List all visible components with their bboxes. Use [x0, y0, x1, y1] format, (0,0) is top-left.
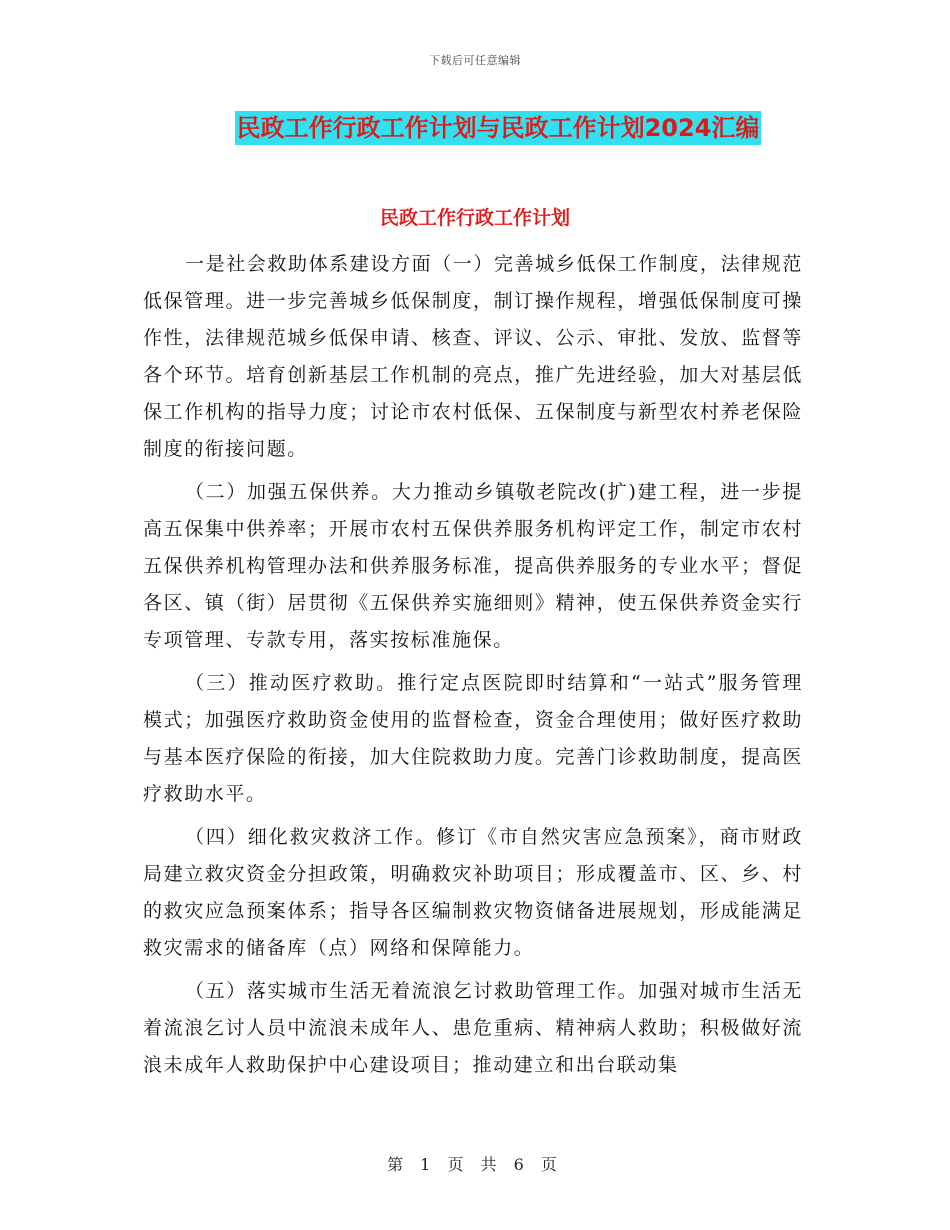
main-title-container — [0, 111, 950, 145]
section-title: 民政工作行政工作计划 — [379, 207, 570, 229]
page-indicator: 第 1 页 共 6 页 — [387, 1155, 563, 1174]
paragraph: （二）加强五保供养。大力推动乡镇敬老院改(扩)建工程，进一步提高五保集中供养率；开展市农村五保供养服务机构评定工作，制定市农村五保供养机构管理办法和供养服务标准，提高供养服务的专业水平；督促各区、镇（街）居贯彻《五保供养实施细则》精神，使五保供养资金实行专项管理、专款专用，落实按标准施保。 — [143, 481, 803, 651]
main-title: 民政工作行政工作计划与民政工作计划2024汇编 — [235, 111, 762, 145]
paragraph: （四）细化救灾救济工作。修订《市自然灾害应急预案》，商市财政局建立救灾资金分担政策，明确救灾补助项目；形成覆盖市、区、乡、村的救灾应急预案体系；指导各区编制救灾物资储备进展规划，形成能满足救灾需求的储备库（点）网络和保障能力。 — [143, 826, 803, 959]
body-text — [143, 246, 803, 1090]
paragraph: 一是社会救助体系建设方面（一）完善城乡低保工作制度，法律规范低保管理。进一步完善城乡低保制度，制订操作规程，增强低保制度可操作性，法律规范城乡低保申请、核查、评议、公示、审批、发放、监督等各个环节。培育创新基层工作机制的亮点，推广先进经验，加大对基层低保工作机构的指导力度；讨论市农村低保、五保制度与新型农村养老保险制度的衔接问题。 — [143, 253, 804, 460]
header-note: 下载后可任意编辑 — [429, 54, 521, 67]
paragraph: （五）落实城市生活无着流浪乞讨救助管理工作。加强对城市生活无着流浪乞讨人员中流浪未成年人、患危重病、精神病人救助；积极做好流浪未成年人救助保护中心建设项目；推动建立和出台联动集 — [143, 980, 804, 1076]
paragraph: （三）推动医疗救助。推行定点医院即时结算和“一站式”服务管理模式；加强医疗救助资金使用的监督检查，资金合理使用；做好医疗救助与基本医疗保险的衔接，加大住院救助力度。完善门诊救助制度，提高医疗救助水平。 — [143, 672, 803, 805]
